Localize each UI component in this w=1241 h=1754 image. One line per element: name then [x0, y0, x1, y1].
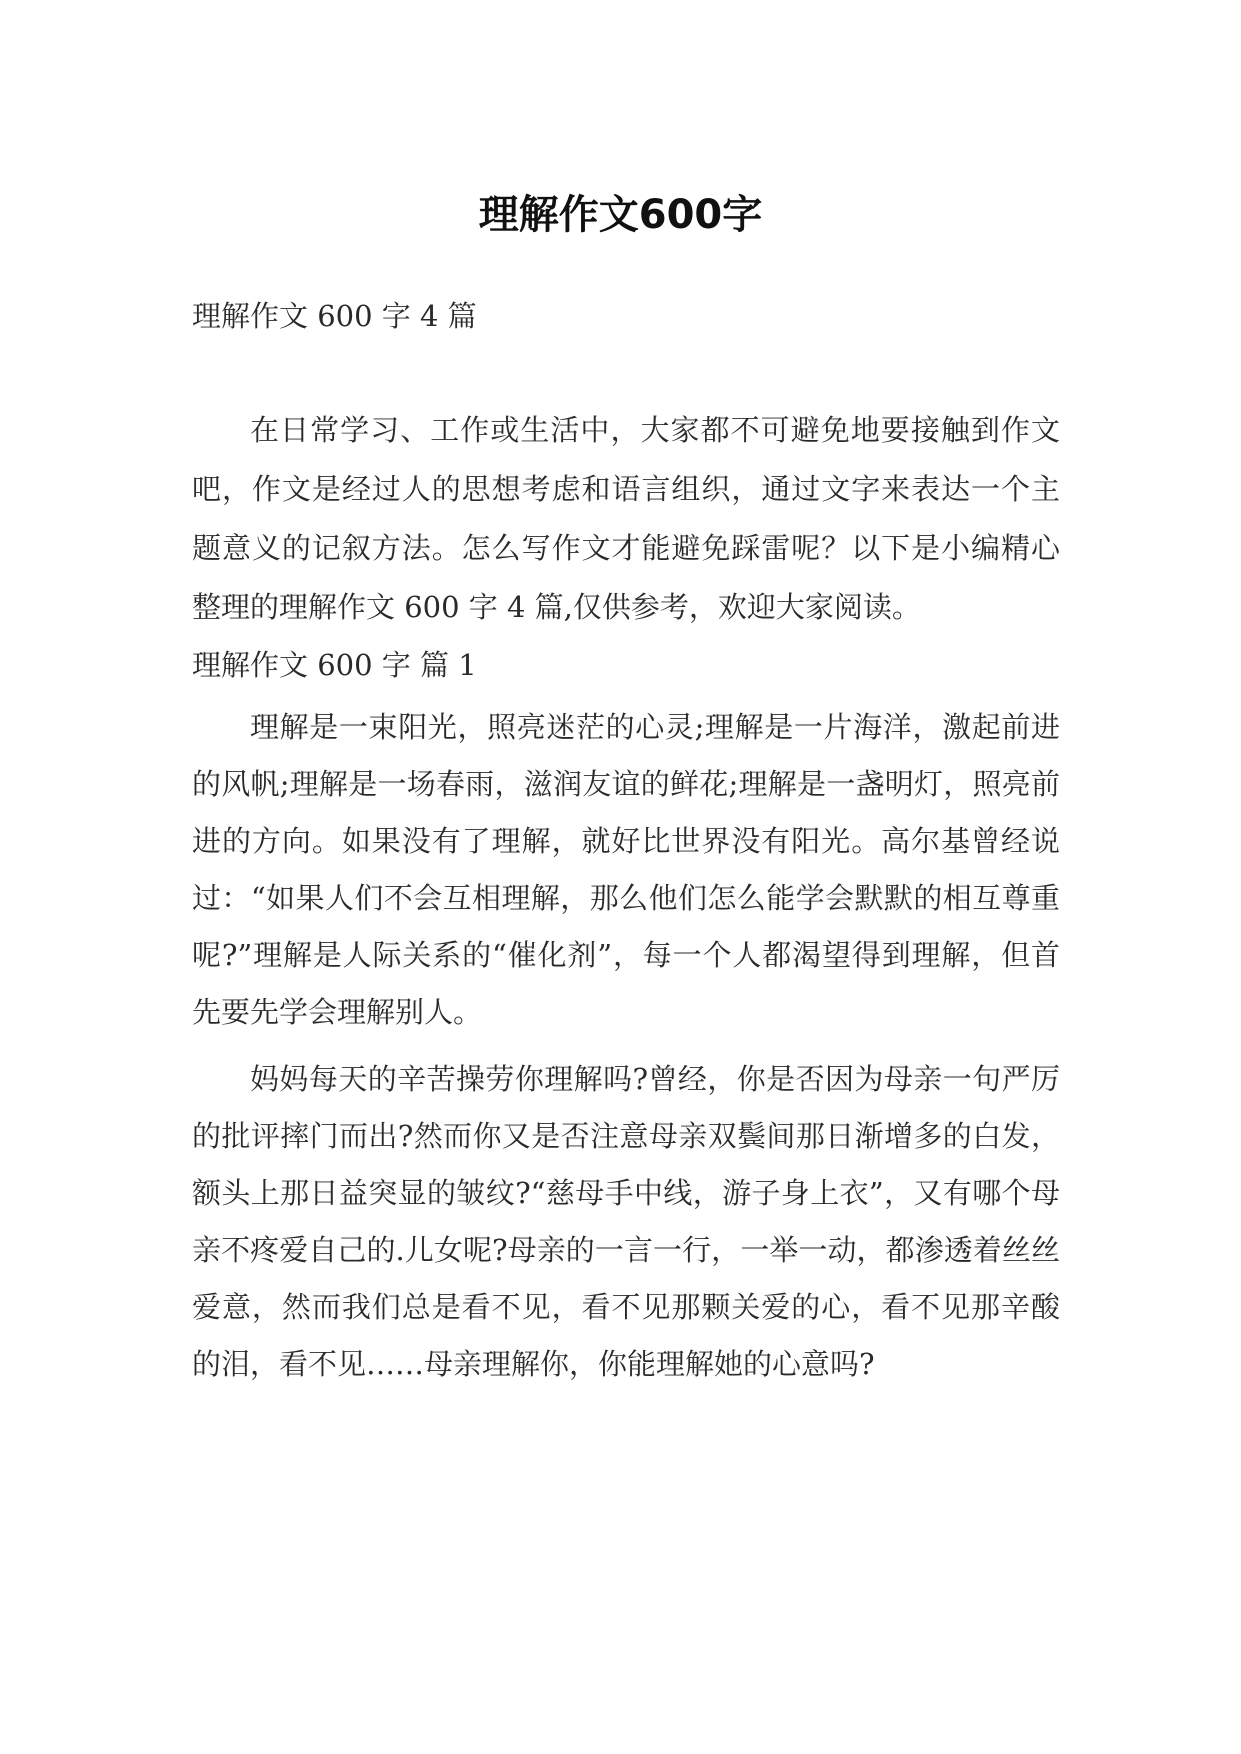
document-body [192, 287, 1060, 1393]
document-subtitle: 理解作文 600 字 4 篇 [192, 299, 477, 333]
document-title: 理解作文600字 [478, 191, 763, 238]
intro-paragraph: 在日常学习、工作或生活中，大家都不可避免地要接触到作文吧，作文是经过人的思想考虑和语言组织，通过文字来表达一个主题意义的记叙方法。怎么写作文才能避免踩雷呢？以下是小编精心整理的理解作文 600 字 4 篇,仅供参考，欢迎大家阅读。 [192, 413, 1060, 624]
body-paragraph-1: 理解是一束阳光，照亮迷茫的心灵;理解是一片海洋，激起前进的风帆;理解是一场春雨，滋润友谊的鲜花;理解是一盏明灯，照亮前进的方向。如果没有了理解，就好比世界没有阳光。高尔基曾经说过：“如果人们不会互相理解，那么他们怎么能学会默默的相互尊重呢?”理解是人际关系的“催化剂”，每一个人都渴望得到理解，但首先要先学会理解别人。 [192, 710, 1060, 1029]
section-heading: 理解作文 600 字 篇 1 [192, 648, 477, 682]
body-paragraph-2: 妈妈每天的辛苦操劳你理解吗?曾经，你是否因为母亲一句严厉的批评摔门而出?然而你又是否注意母亲双鬓间那日渐增多的白发，额头上那日益突显的皱纹?“慈母手中线，游子身上衣”，又有哪个母亲不疼爱自己的.儿女呢?母亲的一言一行，一举一动，都渗透着丝丝爱意，然而我们总是看不见，看不见那颗关爱的心，看不见那辛酸的泪，看不见……母亲理解你，你能理解她的心意吗? [192, 1062, 1060, 1381]
